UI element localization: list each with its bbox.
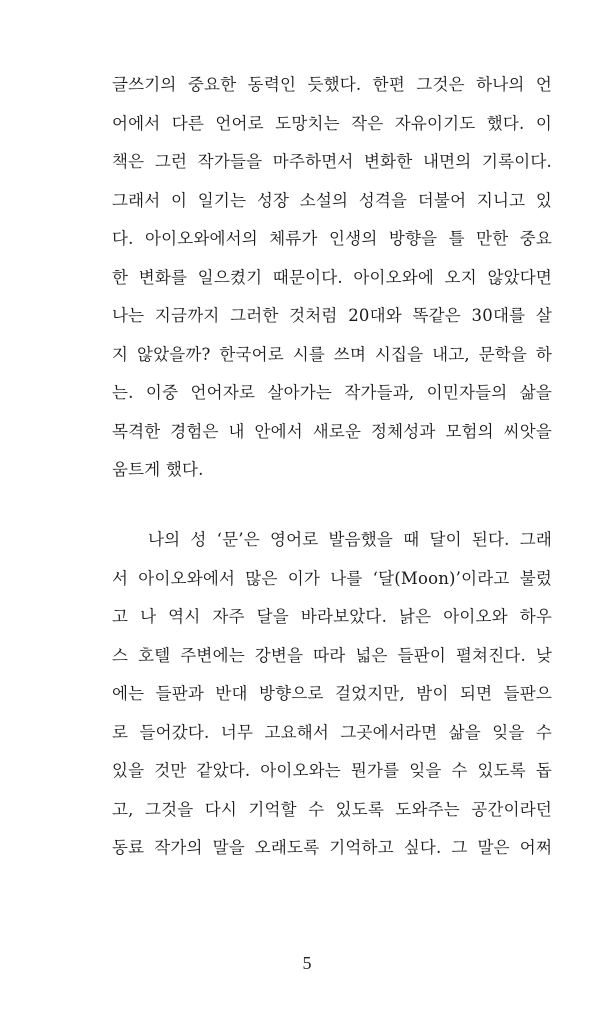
text-line: 에는 들판과 반대 방향으로 걸었지만, 밤이 되면 들판으	[112, 684, 552, 703]
text-line: 글쓰기의 중요한 동력인 듯했다. 한편 그것은 하나의 언	[112, 75, 552, 94]
text-line: 고, 그것을 다시 기억할 수 있도록 도와주는 공간이라던	[112, 799, 552, 819]
text-line: 그래서 이 일기는 성장 소설의 성격을 더불어 지니고 있	[112, 190, 552, 210]
text-line: 목격한 경험은 내 안에서 새로운 정체성과 모험의 씨앗을	[112, 421, 552, 441]
text-line: 움트게 했다.	[112, 460, 204, 479]
text-line: 로 들어갔다. 너무 고요해서 그곳에서라면 삶을 잊을 수	[112, 722, 552, 742]
text-line: 스 호텔 주변에는 강변을 따라 넓은 들판이 펼쳐진다. 낮	[112, 645, 552, 665]
text-line: 고 나 역시 자주 달을 바라보았다. 낡은 아이오와 하우	[112, 607, 552, 626]
paragraph-2	[112, 521, 552, 868]
page-number: 5	[302, 953, 312, 973]
text-line: 한 변화를 일으켰기 때문이다. 아이오와에 오지 않았다면	[112, 267, 552, 287]
text-line: 는. 이중 언어자로 살아가는 작가들과, 이민자들의 삶을	[112, 383, 552, 402]
text-line: 나의 성 ‘문’은 영어로 발음했을 때 달이 된다. 그래	[148, 530, 552, 549]
paragraph-1	[112, 66, 552, 490]
text-line: 어에서 다른 언어로 도망치는 작은 자유이기도 했다. 이	[112, 113, 552, 133]
text-line: 책은 그런 작가들을 마주하면서 변화한 내면의 기록이다.	[112, 152, 552, 171]
text-line: 다. 아이오와에서의 체류가 인생의 방향을 틀 만한 중요	[112, 229, 552, 248]
text-line: 지 않았을까? 한국어로 시를 쓰며 시집을 내고, 문학을 하	[112, 344, 552, 364]
text-line: 서 아이오와에서 많은 이가 나를 ‘달(Moon)’이라고 불렀	[112, 568, 552, 588]
text-line: 나는 지금까지 그러한 것처럼 20대와 똑같은 30대를 살	[112, 306, 552, 325]
text-line: 있을 것만 같았다. 아이오와는 뭔가를 잊을 수 있도록 돕	[112, 761, 552, 780]
text-line: 동료 작가의 말을 오래도록 기억하고 싶다. 그 말은 어쩌	[112, 838, 552, 857]
